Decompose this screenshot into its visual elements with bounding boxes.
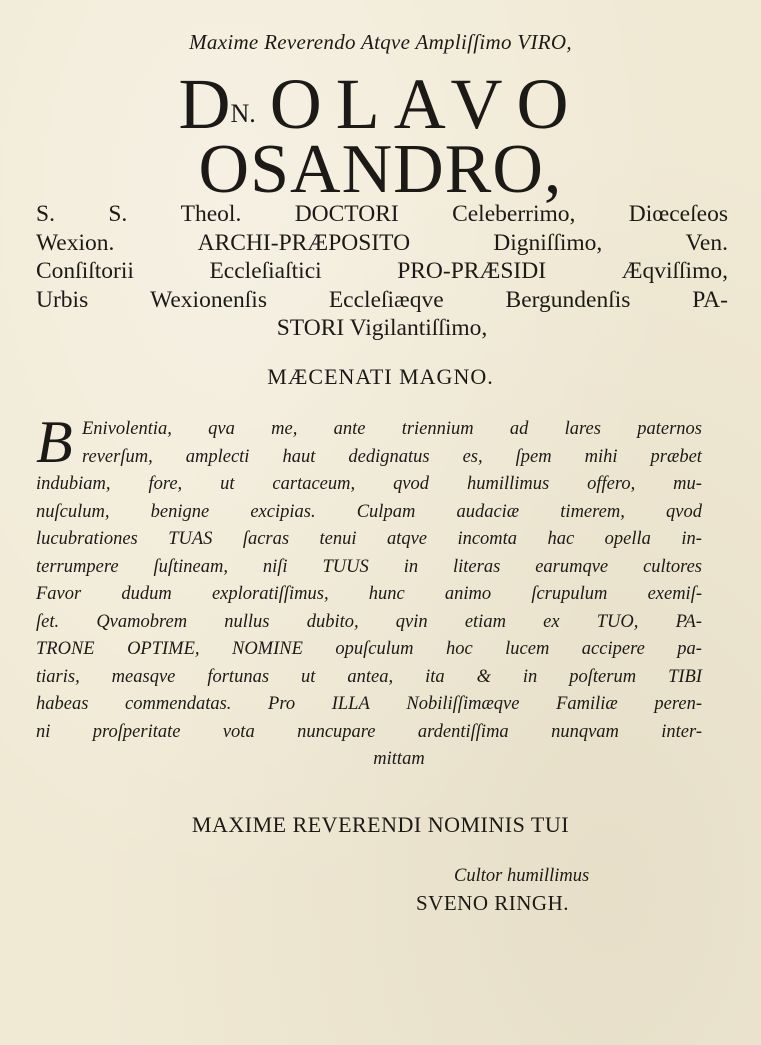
title-line	[36, 200, 728, 229]
body-word: humillimus	[466, 474, 550, 494]
signature-name: SVENO RINGH.	[416, 891, 569, 915]
title-word: Wexionenſis	[150, 286, 267, 313]
body-line	[36, 746, 702, 774]
title-word: Ven.	[685, 229, 728, 256]
body-word: habeas	[36, 694, 89, 714]
body-word: literas	[453, 556, 501, 577]
dedication-body	[36, 409, 702, 774]
body-word: TRONE	[36, 639, 95, 659]
body-word: incomta	[457, 529, 518, 549]
body-word: earumqve	[535, 556, 609, 577]
body-word: mittam	[373, 749, 425, 769]
body-word: ante	[333, 419, 366, 439]
body-word: timerem,	[560, 501, 625, 522]
drop-cap: B	[36, 409, 73, 475]
body-line	[36, 471, 702, 499]
body-word: hoc	[445, 639, 473, 659]
title-word: Wexion.	[36, 229, 115, 256]
title-word: Urbis	[36, 286, 89, 313]
body-word: antea,	[347, 666, 394, 687]
title-word: PA-	[692, 286, 728, 313]
body-word: Qvamobrem	[96, 611, 188, 632]
body-word: inter-	[661, 721, 702, 742]
body-word: ut	[220, 474, 235, 494]
body-line	[36, 416, 702, 444]
body-word: lucubrationes	[36, 529, 138, 549]
title-word: Theol.	[180, 201, 242, 227]
dedicatee-surname: OSANDRO,	[198, 131, 563, 208]
title-line	[36, 286, 728, 315]
body-word: me,	[271, 419, 298, 439]
body-word: ad	[509, 419, 529, 439]
body-word: dedignatus	[348, 446, 430, 467]
body-word: commendatas.	[125, 694, 232, 714]
body-word: exploratiſſimus,	[211, 584, 329, 604]
body-word: fore,	[148, 474, 183, 494]
body-word: ſuſtineam,	[153, 556, 228, 577]
body-word: haut	[282, 446, 316, 467]
body-word: nullus	[224, 611, 270, 632]
body-line	[36, 554, 702, 582]
body-line	[36, 526, 702, 554]
body-word: lares	[564, 419, 601, 439]
title-word: S.	[36, 201, 55, 227]
body-word: fortunas	[207, 666, 270, 687]
body-word: qva	[208, 419, 235, 439]
body-word: excipias.	[250, 501, 316, 522]
body-word: es,	[462, 446, 483, 467]
body-line	[36, 444, 702, 472]
title-line	[36, 314, 728, 343]
body-line	[36, 691, 702, 719]
body-word: OPTIME,	[127, 639, 200, 659]
body-word: tiaris,	[36, 666, 80, 687]
title-word: Bergundenſis	[505, 286, 631, 313]
body-word: TIBI	[668, 666, 702, 687]
body-word: ſcrupulum	[531, 584, 608, 604]
body-word: triennium	[401, 419, 474, 439]
body-word: hunc	[368, 584, 405, 604]
body-word: vota	[222, 721, 255, 742]
honorific: DN.	[178, 64, 256, 144]
body-word: ardentiſſima	[417, 721, 509, 742]
body-word: ILLA	[331, 694, 370, 714]
body-word: paternos	[637, 419, 702, 439]
body-word: pa-	[677, 639, 702, 659]
title-word: Eccleſiaſtici	[209, 258, 322, 284]
title-line	[36, 257, 728, 286]
body-word: peren-	[654, 694, 702, 714]
body-word: in	[403, 556, 419, 577]
title-word: Conſiſtorii	[36, 258, 134, 284]
body-word: terrumpere	[36, 556, 119, 577]
body-word: mu-	[673, 474, 702, 494]
body-word: amplecti	[185, 446, 250, 467]
body-word: niſi	[262, 556, 288, 577]
body-word: qvod	[393, 474, 430, 494]
dedicatee-titles	[36, 200, 728, 343]
body-word: measqve	[111, 666, 176, 687]
body-word: opella	[604, 529, 651, 549]
title-word: Diœceſeos	[628, 201, 728, 227]
body-word: ni	[36, 721, 51, 742]
title-word: S.	[108, 201, 128, 227]
body-word: lucem	[505, 639, 550, 659]
body-word: TUUS	[322, 556, 369, 577]
body-word: tenui	[319, 529, 357, 549]
superscription: Maxime Reverendo Atqve Ampliſſimo VIRO,	[189, 30, 572, 54]
body-word: TUO,	[596, 611, 639, 632]
title-word: DOCTORI	[294, 201, 399, 227]
body-word: ita	[425, 666, 445, 687]
body-word: NOMINE	[231, 639, 303, 659]
title-word: ARCHI-PRÆPOSITO	[197, 229, 411, 256]
body-word: qvin	[395, 611, 428, 632]
title-word: Eccleſiæqve	[328, 286, 444, 313]
body-word: Pro	[268, 694, 296, 714]
body-word: exemiſ-	[647, 584, 702, 604]
title-word: STORI Vigilantiſſimo,	[276, 315, 488, 341]
body-word: in-	[681, 529, 702, 549]
body-word: dubito,	[306, 611, 359, 632]
signature-epithet: Cultor humillimus	[454, 866, 590, 886]
body-word: nuſculum,	[36, 501, 110, 522]
body-word: Enivolentia,	[82, 419, 172, 439]
body-word: PA-	[675, 611, 702, 632]
maecenas-heading: MÆCENATI MAGNO.	[267, 364, 494, 389]
body-word: animo	[444, 584, 492, 604]
body-word: mihi	[584, 446, 618, 467]
body-word: opuſculum	[335, 639, 414, 659]
body-line	[36, 636, 702, 664]
body-word: audaciæ	[456, 501, 520, 522]
body-word: Nobiliſſimæqve	[406, 694, 520, 714]
body-word: reverſum,	[82, 446, 153, 467]
body-word: indubiam,	[36, 474, 111, 494]
body-line	[36, 609, 702, 637]
closing-line: MAXIME REVERENDI NOMINIS TUI	[191, 812, 570, 837]
title-line	[36, 229, 728, 258]
first-name: OLAVO	[269, 64, 583, 144]
title-word: PRO-PRÆSIDI	[397, 258, 547, 284]
body-word: in	[522, 666, 538, 687]
body-word: &	[476, 666, 491, 687]
title-word: Æqviſſimo,	[621, 258, 728, 284]
body-word: Culpam	[356, 501, 416, 522]
body-word: ſacras	[242, 529, 290, 549]
body-word: ſpem	[515, 446, 552, 467]
body-word: nuncupare	[297, 721, 376, 742]
body-word: ut	[301, 666, 316, 687]
body-word: atqve	[386, 529, 428, 549]
body-word: hac	[547, 529, 575, 549]
body-word: dudum	[121, 584, 172, 604]
body-line	[36, 581, 702, 609]
body-word: cartaceum,	[272, 474, 356, 494]
body-word: offero,	[587, 474, 636, 494]
body-word: TUAS	[168, 529, 213, 549]
title-word: Digniſſimo,	[493, 229, 603, 256]
body-word: accipere	[581, 639, 645, 659]
body-line	[36, 499, 702, 527]
body-word: proſperitate	[92, 721, 181, 742]
body-word: etiam	[464, 611, 506, 632]
body-word: cultores	[643, 556, 702, 577]
body-line	[36, 719, 702, 747]
body-word: Favor	[36, 584, 82, 604]
body-word: nunqvam	[551, 721, 619, 742]
body-word: ſet.	[36, 611, 60, 632]
body-word: qvod	[666, 501, 702, 522]
body-word: præbet	[650, 446, 702, 467]
body-word: ex	[543, 611, 560, 632]
body-word: Familiæ	[556, 694, 618, 714]
body-word: poſterum	[569, 666, 637, 687]
body-line	[36, 664, 702, 692]
body-word: benigne	[150, 501, 210, 522]
title-word: Celeberrimo,	[452, 201, 576, 227]
